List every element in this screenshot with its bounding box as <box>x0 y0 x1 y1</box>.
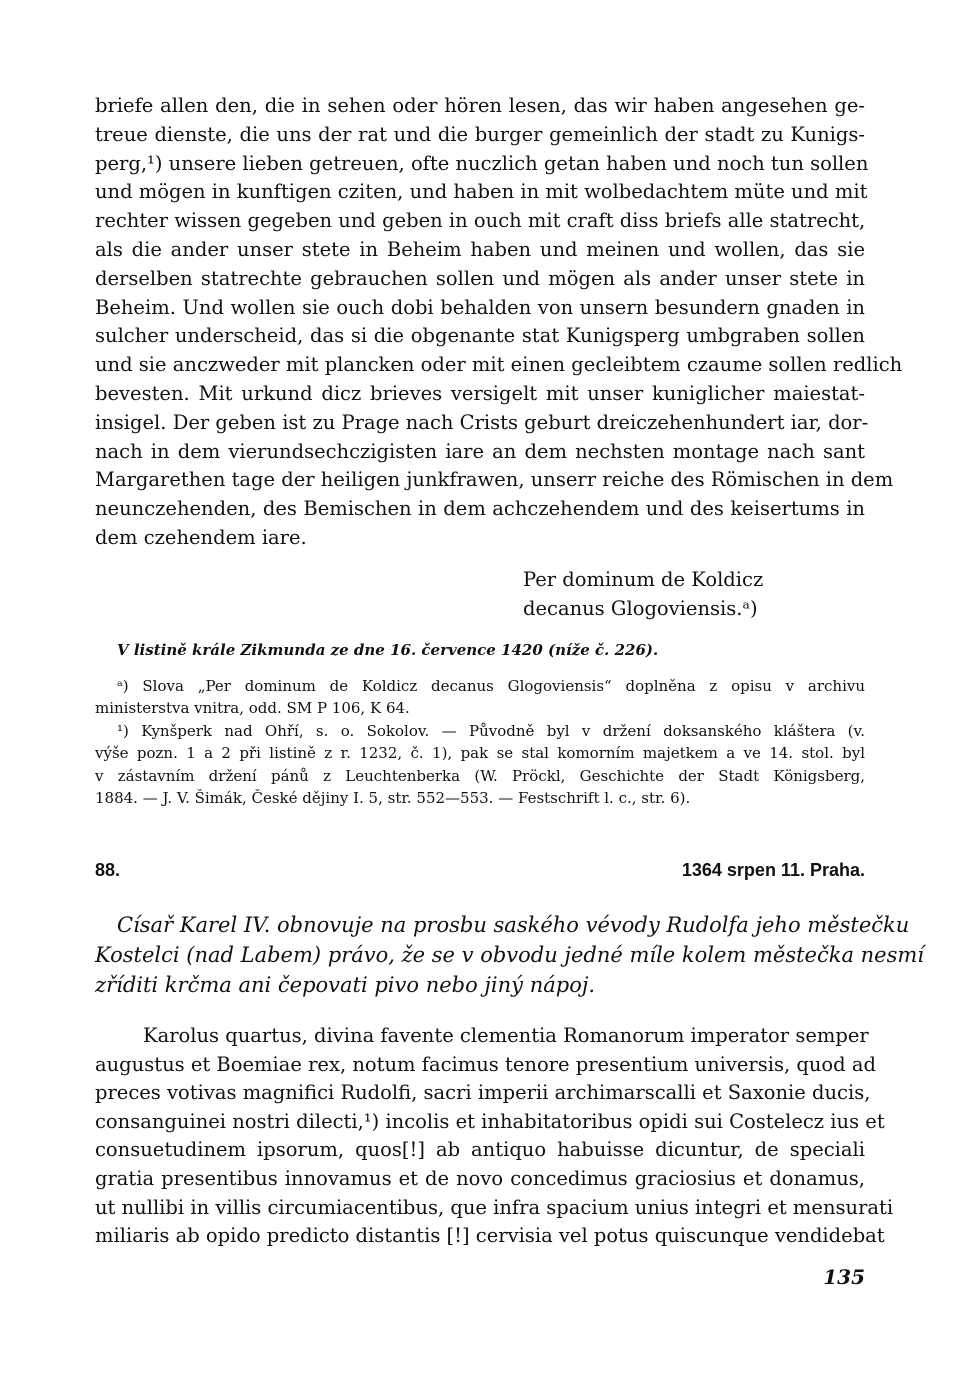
text-line: Beheim. Und wollen sie ouch dobi behalden von unsern besundern gnaden in <box>95 295 865 319</box>
document-header <box>95 860 865 888</box>
text-line: dem czehendem iare. <box>95 525 307 549</box>
text-line: und mögen in kunftigen cziten, und haben in mit wolbedachtem müte und mit <box>95 180 868 204</box>
text-line: treue dienste, die uns der rat und die burger gemeinlich der stadt zu Kunigs- <box>95 122 865 146</box>
footnote-line: ᵃ) Slova „Per dominum de Koldicz decanus Glogoviensis“ doplněna z opisu v archivu <box>117 676 865 695</box>
text-line: consuetudinem ipsorum, quos[!] ab antiquo habuisse dicuntur, de speciali <box>95 1138 865 1162</box>
charter-text-german <box>95 92 903 553</box>
signature-line: Per dominum de Koldicz <box>523 567 764 591</box>
page-number: 135 <box>823 1265 865 1289</box>
footnote-line: ministerstva vnitra, odd. SM P 106, K 64. <box>95 699 410 718</box>
regest-summary <box>95 910 925 1000</box>
text-line: und sie anczweder mit plancken oder mit einen gecleibtem czaume sollen redlich <box>95 353 903 377</box>
signature-line: decanus Glogoviensis.ᵃ) <box>523 596 758 620</box>
text-line: perg,¹) unsere lieben getreuen, ofte nuczlich getan haben und noch tun sollen <box>95 151 869 175</box>
text-line: preces votivas magnifici Rudolfi, sacri imperii archimarscalli et Saxonie ducis, <box>95 1081 871 1105</box>
document-number: 88. <box>95 860 121 880</box>
regest-line: Císař Karel IV. obnovuje na prosbu saského vévody Rudolfa jeho městečku <box>117 913 910 937</box>
text-line: rechter wissen gegeben und geben in ouch mit craft diss briefs alle statrecht, <box>95 209 866 233</box>
document-date: 1364 srpen 11. Praha. <box>681 860 865 880</box>
text-line: insigel. Der geben ist zu Prage nach Crists geburt dreiczehenhundert iar, dor- <box>95 410 869 434</box>
footnote-line: v zástavním držení pánů z Leuchtenberka (W. Pröckl, Geschichte der Stadt Königsberg, <box>95 766 865 785</box>
text-line: consanguinei nostri dilecti,¹) incolis et inhabitatoribus opidi sui Costelecz ius et <box>95 1109 885 1133</box>
text-line: bevesten. Mit urkund dicz brieves versigelt mit unser kuniglicher maiestat- <box>95 381 865 405</box>
text-line: als die ander unser stete in Beheim haben und meinen und wollen, das sie <box>95 237 865 261</box>
text-line: sulcher underscheid, das si die obgenante stat Kunigsperg umbgraben sollen <box>95 324 865 348</box>
charter-text-latin <box>95 1022 894 1251</box>
text-line: derselben statrechte gebrauchen sollen und mögen als ander unser stete in <box>95 266 865 290</box>
text-line: augustus et Boemiae rex, notum facimus tenore presentium universis, quod ad <box>95 1052 876 1076</box>
footnote-line: ¹) Kynšperk nad Ohří, s. o. Sokolov. — Původně byl v držení doksanského kláštera (v. <box>117 721 865 740</box>
regest-line: Kostelci (nad Labem) právo, že se v obvodu jedné míle kolem městečka nesmí <box>95 943 925 967</box>
source-note: V listině krále Zikmunda ze dne 16. července 1420 (níže č. 226). <box>117 640 659 659</box>
text-line: neunczehenden, des Bemischen in dem achczehendem und des keisertums in <box>95 497 865 521</box>
footnotes <box>95 675 865 810</box>
signature-block <box>523 565 865 623</box>
text-line: nach in dem vierundsechczigisten iare an dem nechsten montage nach sant <box>95 439 865 463</box>
text-line: miliaris ab opido predicto distantis [!] cervisia vel potus quiscunque vendidebat <box>95 1224 885 1248</box>
text-line: ut nullibi in villis circumiacentibus, que infra spacium unius integri et mensurati <box>95 1195 894 1219</box>
text-line: Margarethen tage der heiligen junkfrawen, unserr reiche des Römischen in dem <box>95 468 894 492</box>
footnote-line: výše pozn. 1 a 2 při listině z r. 1232, č. 1), pak se stal komorním majetkem a ve 14. stol. byl <box>95 744 865 763</box>
text-line: gratia presentibus innovamus et de novo concedimus graciosius et donamus, <box>95 1166 865 1190</box>
regest-line: zříditi krčma ani čepovati pivo nebo jiný nápoj. <box>95 973 596 997</box>
text-line: briefe allen den, die in sehen oder hören lesen, das wir haben angesehen ge- <box>95 94 865 117</box>
document-page <box>95 92 903 810</box>
text-line: Karolus quartus, divina favente clementia Romanorum imperator semper <box>143 1024 869 1047</box>
footnote-line: 1884. — J. V. Šimák, České dějiny I. 5, str. 552—553. — Festschrift l. c., str. 6). <box>95 789 691 808</box>
